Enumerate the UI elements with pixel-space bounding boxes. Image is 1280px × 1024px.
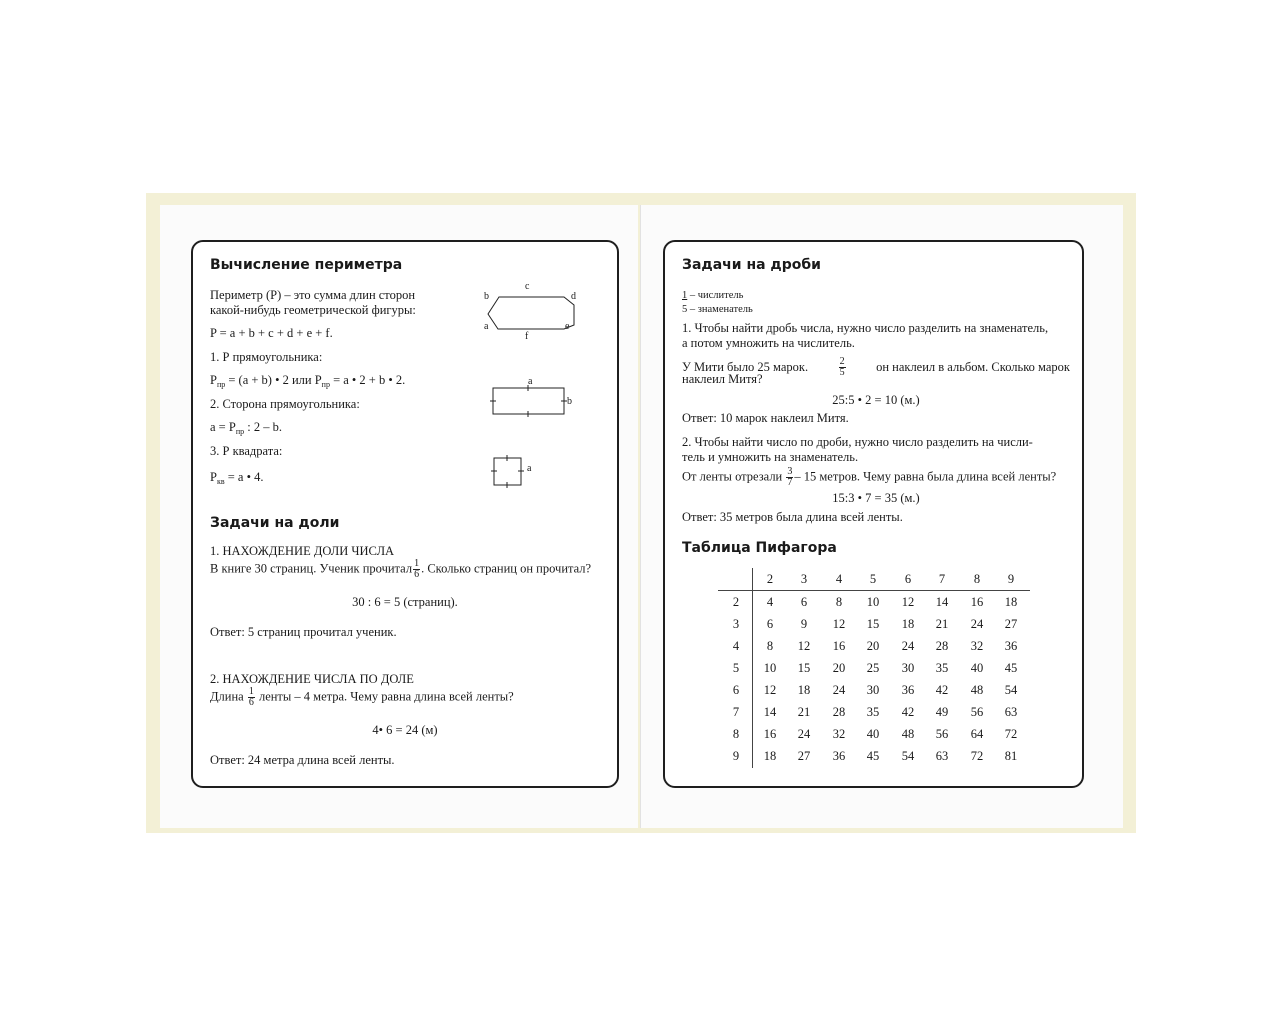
table-cell: 28 (935, 639, 949, 653)
hex-label-d: d (571, 291, 576, 302)
pythagoras-title: Таблица Пифагора (682, 540, 837, 556)
table-cell: 45 (1004, 661, 1018, 675)
share-task1-fraction: $\frac{1}{6}$ (414, 558, 420, 580)
fraction-rule1-line2: а потом умножить на числитель. (682, 336, 855, 350)
fraction-task1-line2: наклеил Митя? (682, 372, 763, 386)
share-task1-calc: 30 : 6 = 5 (страниц). (352, 595, 458, 609)
table-cell: 64 (970, 727, 984, 741)
table-cell: 18 (1004, 595, 1018, 609)
share-task1-answer: Ответ: 5 страниц прочитал ученик. (210, 625, 397, 639)
table-header-cell: 9 (1007, 572, 1015, 586)
table-cell: 14 (935, 595, 949, 609)
share-task2-fraction: $\frac{1}{6}$ (248, 686, 254, 708)
table-header-cell: 5 (869, 572, 877, 586)
table-cell: 18 (901, 617, 915, 631)
table-cell: 10 (866, 595, 880, 609)
table-cell: 6 (800, 595, 808, 609)
table-cell: 15 (797, 661, 811, 675)
table-cell: 72 (1004, 727, 1018, 741)
share-task1-title: 1. НАХОЖДЕНИЕ ДОЛИ ЧИСЛА (210, 544, 395, 558)
rect-label-a: a (528, 376, 533, 387)
table-cell: 20 (866, 639, 880, 653)
square-label-a: a (527, 463, 532, 474)
hex-label-c: c (525, 281, 530, 292)
rect-perimeter-title: 1. Р прямоугольника: (210, 350, 323, 364)
table-header-cell: 8 (973, 572, 981, 586)
fraction-rule1-line1: 1. Чтобы найти дробь числа, нужно число разделить на знаменатель, (682, 321, 1049, 335)
hex-label-a: a (484, 321, 489, 332)
perimeter-def-line1: Периметр (Р) – это сумма длин сторон (210, 288, 416, 302)
share-task1-text: В книге 30 страниц. Ученик прочитал $\frac{1}{6}$ . Сколько страниц он прочитал? (210, 558, 592, 580)
table-row-header: 2 (732, 595, 740, 609)
table-cell: 6 (766, 617, 774, 631)
table-cell: 9 (800, 617, 808, 631)
table-cell: 40 (970, 661, 984, 675)
table-cell: 81 (1004, 749, 1018, 763)
table-cell: 56 (970, 705, 984, 719)
table-cell: 12 (797, 639, 811, 653)
table-header-cell: 3 (800, 572, 808, 586)
table-cell: 8 (766, 639, 774, 653)
table-header-cell: 4 (835, 572, 843, 586)
rectangle-diagram (488, 384, 570, 418)
fraction-task1-fraction: $\frac{2}{5}$ (839, 356, 845, 378)
rectangle-shape (493, 388, 564, 414)
table-row-header: 5 (732, 661, 740, 675)
table-cell: 42 (901, 705, 915, 719)
table-cell: 27 (797, 749, 811, 763)
table-horizontal-divider (718, 590, 1030, 591)
table-row-header: 8 (732, 727, 740, 741)
table-cell: 28 (832, 705, 846, 719)
share-task2-title: 2. НАХОЖДЕНИЕ ЧИСЛА ПО ДОЛЕ (210, 672, 414, 686)
fractions-title: Задачи на дроби (682, 257, 821, 273)
share-task2-answer: Ответ: 24 метра длина всей ленты. (210, 753, 395, 767)
table-cell: 27 (1004, 617, 1018, 631)
share-task2-text: Длина $\frac{1}{6}$ ленты – 4 метра. Чему равна длина всей ленты? (210, 686, 514, 708)
square-diagram (490, 454, 526, 488)
perimeter-title: Вычисление периметра (210, 257, 403, 273)
table-cell: 25 (866, 661, 880, 675)
table-cell: 4 (766, 595, 774, 609)
table-row-header: 7 (732, 705, 740, 719)
table-vertical-divider (752, 568, 753, 768)
table-cell: 14 (763, 705, 777, 719)
table-cell: 63 (1004, 705, 1018, 719)
table-cell: 36 (832, 749, 846, 763)
table-cell: 42 (935, 683, 949, 697)
fraction-task2-fraction: $\frac{3}{7}$ (787, 466, 793, 488)
table-cell: 45 (866, 749, 880, 763)
table-cell: 32 (970, 639, 984, 653)
table-cell: 35 (866, 705, 880, 719)
perimeter-def-line2: какой-нибудь геометрической фигуры: (210, 303, 416, 317)
table-row-header: 4 (732, 639, 740, 653)
hexagon-shape (488, 297, 574, 329)
table-cell: 21 (797, 705, 811, 719)
table-cell: 12 (901, 595, 915, 609)
hex-label-b: b (484, 291, 489, 302)
table-cell: 18 (763, 749, 777, 763)
table-cell: 24 (832, 683, 846, 697)
table-cell: 16 (763, 727, 777, 741)
share-task2-calc: 4• 6 = 24 (м) (372, 723, 438, 737)
fraction-rule2-line1: 2. Чтобы найти число по дроби, нужно число разделить на числи- (682, 435, 1033, 449)
fraction-task1-line1: У Мити было 25 марок. $\frac{2}{5}$ он наклеил в альбом. Сколько марок (682, 356, 1070, 378)
table-cell: 15 (866, 617, 880, 631)
table-cell: 10 (763, 661, 777, 675)
shares-title: Задачи на доли (210, 515, 340, 531)
table-cell: 72 (970, 749, 984, 763)
table-cell: 12 (832, 617, 846, 631)
fraction-task1-answer: Ответ: 10 марок наклеил Митя. (682, 411, 849, 425)
hexagon-diagram (480, 280, 585, 345)
table-cell: 63 (935, 749, 949, 763)
table-cell: 54 (901, 749, 915, 763)
table-cell: 48 (970, 683, 984, 697)
table-cell: 16 (832, 639, 846, 653)
table-cell: 56 (935, 727, 949, 741)
fraction-task2-text: От ленты отрезали $\frac{3}{7}$ – 15 метров. Чему равна была длина всей ленты? (682, 466, 1057, 488)
table-cell: 36 (1004, 639, 1018, 653)
fraction-task2-calc: 15:3 • 7 = 35 (м.) (832, 491, 920, 505)
table-header-cell: 6 (904, 572, 912, 586)
hex-label-f: f (525, 331, 529, 342)
table-cell: 48 (901, 727, 915, 741)
table-cell: 21 (935, 617, 949, 631)
table-cell: 30 (901, 661, 915, 675)
table-row-header: 6 (732, 683, 740, 697)
fraction-rule2-line2: тель и умножить на знаменатель. (682, 450, 859, 464)
table-cell: 24 (797, 727, 811, 741)
table-cell: 30 (866, 683, 880, 697)
perimeter-formula: P = a + b + c + d + e + f. (210, 326, 333, 340)
table-cell: 24 (970, 617, 984, 631)
square-perimeter-title: 3. Р квадрата: (210, 444, 283, 458)
rect-side-title: 2. Сторона прямоугольника: (210, 397, 360, 411)
table-cell: 32 (832, 727, 846, 741)
rect-side-formula: $a = P_{пр}$ : 2 – b. (210, 420, 282, 436)
denominator-legend: 5 – знаменатель (682, 304, 753, 315)
table-row-header: 9 (732, 749, 740, 763)
table-cell: 24 (901, 639, 915, 653)
table-cell: 54 (1004, 683, 1018, 697)
square-perimeter-formula: $P_{кв} = a$ • 4. (210, 470, 264, 486)
table-cell: 35 (935, 661, 949, 675)
square-shape (494, 458, 521, 485)
hex-label-e: e (565, 321, 570, 332)
rect-perimeter-formula: $P_{пр} = (a + b)$ • 2 или $P_{пр} = a$ • 2 + b • 2. (210, 373, 406, 389)
table-header-cell: 7 (938, 572, 946, 586)
table-cell: 20 (832, 661, 846, 675)
rect-label-b: b (567, 396, 572, 407)
table-row-header: 3 (732, 617, 740, 631)
table-cell: 8 (835, 595, 843, 609)
table-cell: 36 (901, 683, 915, 697)
table-cell: 16 (970, 595, 984, 609)
table-cell: 12 (763, 683, 777, 697)
table-cell: 40 (866, 727, 880, 741)
fraction-task1-calc: 25:5 • 2 = 10 (м.) (832, 393, 920, 407)
table-header-cell: 2 (766, 572, 774, 586)
numerator-legend: 1 – числитель (682, 290, 744, 301)
table-cell: 49 (935, 705, 949, 719)
fraction-task2-answer: Ответ: 35 метров была длина всей ленты. (682, 510, 903, 524)
table-cell: 18 (797, 683, 811, 697)
